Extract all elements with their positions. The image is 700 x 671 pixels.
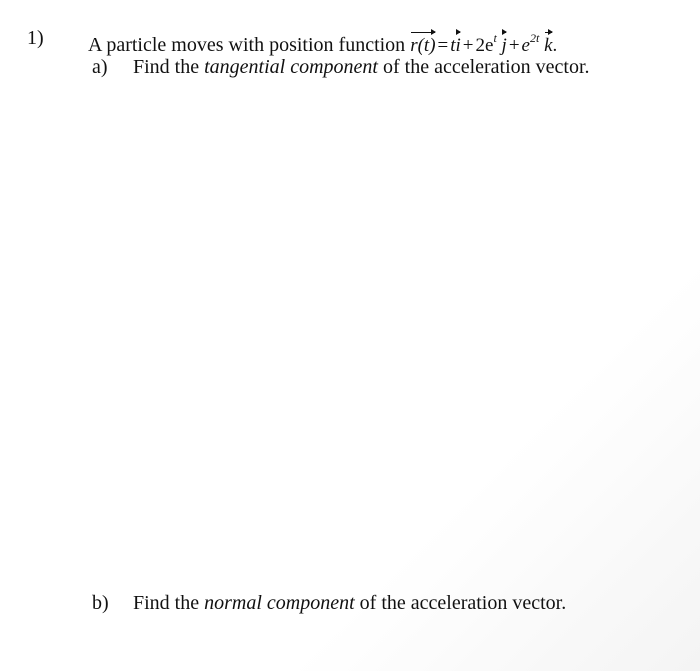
- term2-exponent: t: [493, 31, 497, 45]
- position-vector-lhs: r(t): [410, 30, 435, 58]
- term3-exponent: 2t: [529, 31, 540, 45]
- term1-coefficient: t: [450, 35, 456, 56]
- equals-sign: =: [437, 35, 449, 56]
- part-b-suffix: of the acceleration vector.: [359, 592, 567, 614]
- position-equation: [410, 31, 558, 56]
- plus-sign-2: +: [508, 35, 520, 56]
- part-a-label: a): [92, 56, 108, 78]
- part-a-emphasis: tangential component: [204, 56, 378, 78]
- equation-period: .: [552, 35, 558, 56]
- stem-text: A particle moves with position function: [88, 34, 406, 56]
- unit-vector-i: i: [456, 30, 461, 58]
- part-b: [92, 591, 566, 615]
- part-a: [92, 55, 590, 79]
- unit-vector-k: k: [544, 30, 552, 58]
- term2-coefficient: 2e: [475, 35, 494, 56]
- part-a-suffix: of the acceleration vector.: [382, 56, 590, 78]
- part-a-prefix: Find the: [133, 56, 200, 78]
- unit-vector-j: j: [502, 30, 507, 58]
- question-number: 1): [27, 27, 44, 49]
- part-b-prefix: Find the: [133, 592, 200, 614]
- question-stem: [88, 26, 557, 58]
- part-b-label: b): [92, 592, 109, 614]
- term3-base: e: [521, 35, 530, 56]
- part-b-emphasis: normal component: [204, 592, 355, 614]
- plus-sign-1: +: [462, 35, 474, 56]
